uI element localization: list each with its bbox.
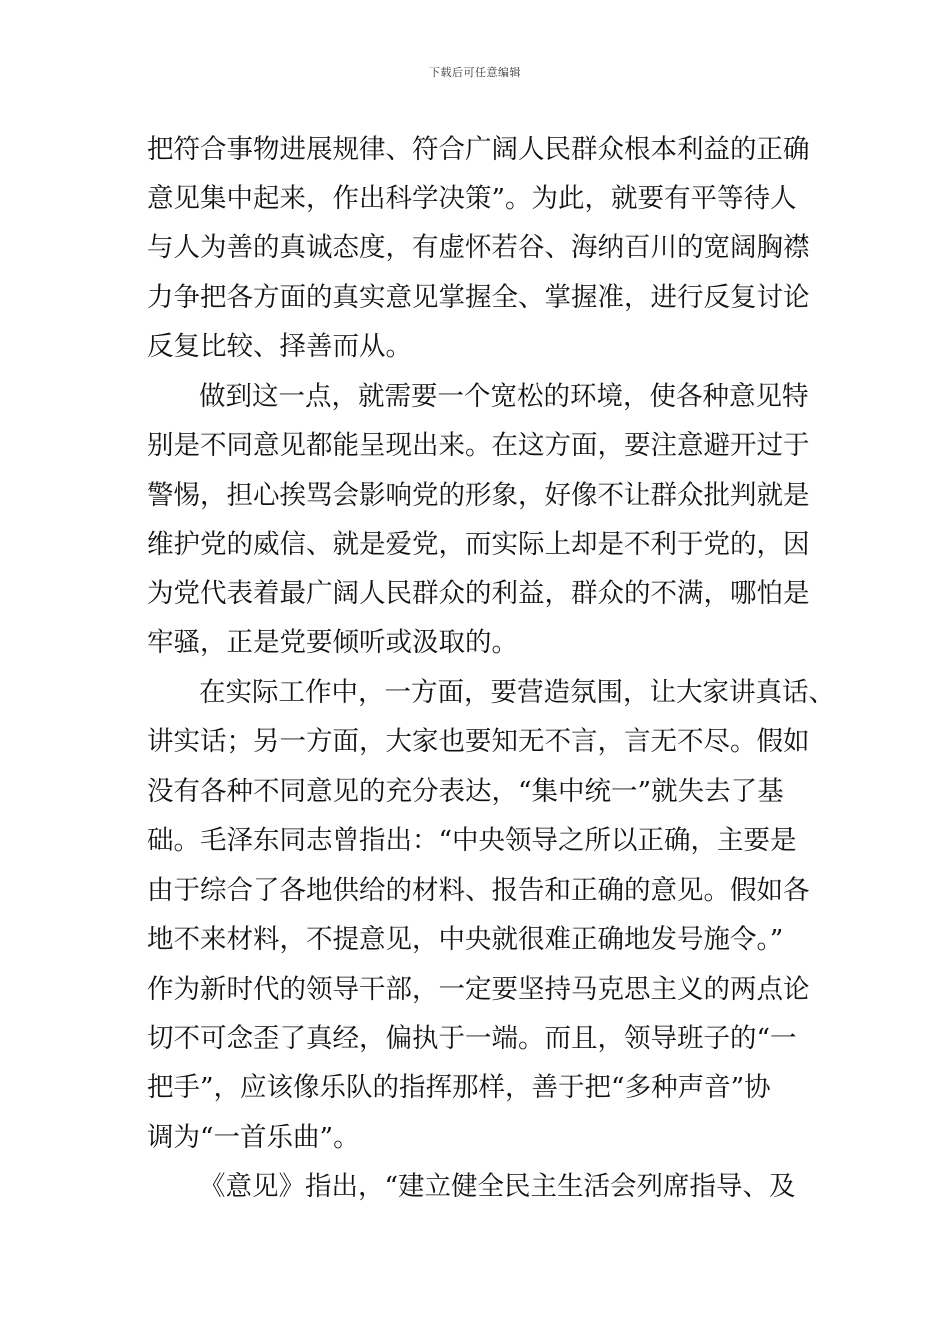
- text-line-18: 作为新时代的领导干部，一定要坚持马克思主义的两点论: [147, 974, 810, 1005]
- text-line-19: 切不可念歪了真经，偏执于一端。而且，领导班子的“一: [147, 1023, 797, 1054]
- text-line-9: 维护党的威信、就是爱党，而实际上却是不利于党的，因: [147, 529, 810, 560]
- text-line-13: 讲实话；另一方面，大家也要知无不言，言无不尽。假如: [147, 726, 810, 757]
- page-header: 下载后可任意编辑: [429, 66, 521, 79]
- text-line-2: 意见集中起来，作出科学决策”。为此，就要有平等待人: [147, 183, 797, 214]
- text-line-21: 调为“一首乐曲”。: [147, 1122, 360, 1153]
- text-line-17: 地不来材料，不提意见，中央就很难正确地发号施令。”: [147, 924, 784, 955]
- text-line-10: 为党代表着最广阔人民群众的利益，群众的不满，哪怕是: [147, 578, 810, 609]
- text-line-20: 把手”，应该像乐队的指挥那样，善于把“多种声音”协: [147, 1072, 771, 1103]
- text-line-6: 做到这一点，就需要一个宽松的环境，使各种意见特: [199, 381, 809, 412]
- text-line-16: 由于综合了各地供给的材料、报告和正确的意见。假如各: [147, 875, 810, 906]
- text-line-5: 反复比较、择善而从。: [147, 331, 412, 362]
- text-line-4: 力争把各方面的真实意见掌握全、掌握准，进行反复讨论: [147, 282, 810, 313]
- text-line-1: 把符合事物进展规律、符合广阔人民群众根本利益的正确: [147, 134, 810, 165]
- text-line-14: 没有各种不同意见的充分表达，“集中统一”就失去了基: [147, 776, 784, 807]
- text-line-8: 警惕，担心挨骂会影响党的形象，好像不让群众批判就是: [147, 480, 810, 511]
- text-line-7: 别是不同意见都能呈现出来。在这方面，要注意避开过于: [147, 430, 810, 461]
- text-line-12: 在实际工作中，一方面，要营造氛围，让大家讲真话、: [199, 677, 835, 708]
- text-line-22: 《意见》指出，“建立健全民主生活会列席指导、及: [199, 1171, 796, 1202]
- text-line-3: 与人为善的真诚态度，有虚怀若谷、海纳百川的宽阔胸襟: [147, 232, 810, 263]
- text-line-11: 牢骚，正是党要倾听或汲取的。: [147, 627, 518, 658]
- text-line-15: 础。毛泽东同志曾指出：“中央领导之所以正确，主要是: [147, 825, 797, 856]
